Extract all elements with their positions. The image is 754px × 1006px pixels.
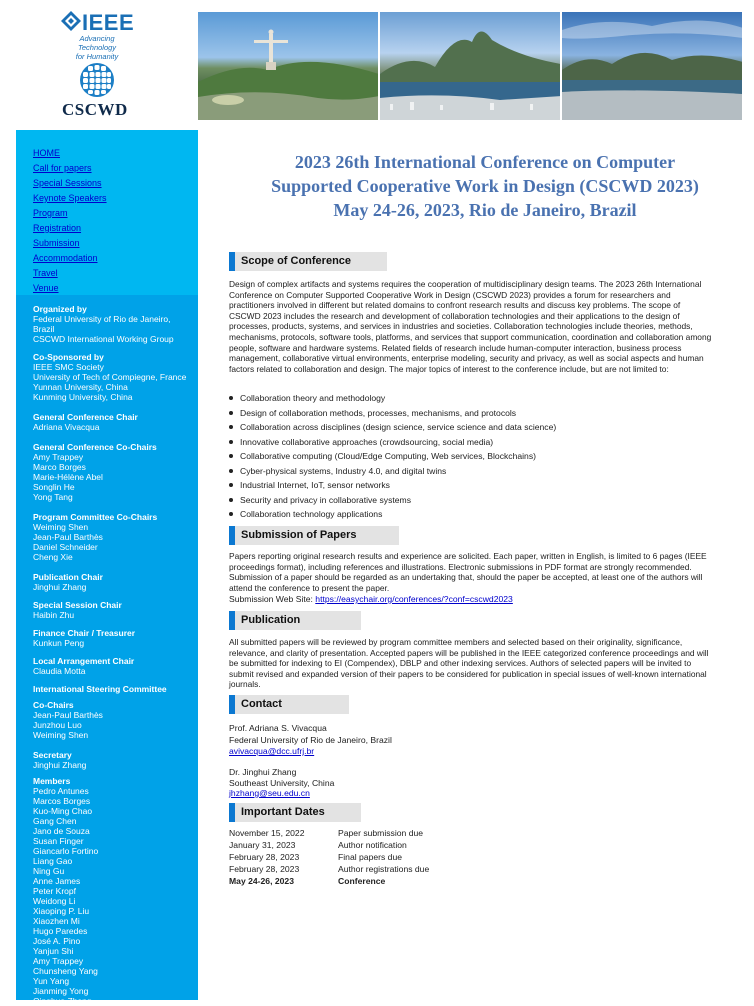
sidebar-group-item: Anne James [33,876,81,886]
ieee-tagline-line: for Humanity [75,52,119,61]
topic-item [229,480,390,490]
sidebar-group-item: Liang Gao [33,856,73,866]
bullet-icon [229,512,233,516]
sidebar-group-item: Amy Trappey [33,956,84,966]
sidebar-group-heading: Publication Chair [33,572,103,582]
topic-item [229,393,385,403]
sidebar-group-heading: Co-Sponsored by [33,352,104,362]
sidebar-group-item: José A. Pino [33,936,81,946]
sidebar-group-item: IEEE SMC Society [33,362,104,372]
contact-org: Federal University of Rio de Janeiro, Brazil [229,735,392,745]
sidebar-group-heading: Secretary [33,750,72,760]
cscwd-logo[interactable] [62,62,138,122]
date-value: January 31, 2023 [229,840,296,850]
sidebar-group-heading: Local Arrangement Chair [33,656,135,666]
nav-registration[interactable]: Registration [33,223,82,233]
sidebar-group-item: Qinghua Zheng [33,996,92,1006]
section-heading-submission: Submission of Papers [229,526,399,545]
sidebar-group-item: Marie-Hélène Abel [33,472,103,482]
sidebar-group-item: Amy Trappey [33,452,84,462]
bullet-icon [229,498,233,502]
sugarloaf-mountain-icon [380,12,560,120]
topic-item [229,495,411,505]
nav-venue[interactable]: Venue [33,283,59,293]
sidebar-group-item: Claudia Motta [33,666,86,676]
date-value: February 28, 2023 [229,852,300,862]
sidebar-group-item: Songlin He [33,482,75,492]
sidebar-group-item: Weiming Shen [33,522,89,532]
banner-photo-rio-bay [562,12,742,120]
topic-text: Cyber-physical systems, Industry 4.0, and digital twins [240,465,447,476]
cscwd-wordmark: CSCWD [62,100,128,119]
banner-photo-sugarloaf [380,12,560,120]
bullet-icon [229,469,233,473]
contact-name: Prof. Adriana S. Vivacqua [229,723,327,733]
ieee-tagline [62,34,132,61]
banner-photo-christ-redeemer [198,12,378,120]
nav-travel[interactable]: Travel [33,268,58,278]
sidebar-group-item: Federal University of Rio de Janeiro, [33,314,171,324]
sidebar-group-heading: Special Session Chair [33,600,122,610]
submission-site-line [229,594,513,604]
sidebar-group-item: Xiaozhen Mi [33,916,80,926]
sidebar-group-item: Chunsheng Yang [33,966,98,976]
contact-name: Dr. Jinghui Zhang [229,767,297,777]
section-heading-publication: Publication [229,611,361,630]
sidebar-group-item: Kuo-Ming Chao [33,806,93,816]
section-heading-contact: Contact [229,695,349,714]
sidebar-group-item: Kunkun Peng [33,638,85,648]
sidebar-group-item: Ning Gu [33,866,65,876]
topic-text: Innovative collaborative approaches (crowdsourcing, social media) [240,436,494,447]
sidebar-group-item: Yanjun Shi [33,946,74,956]
rio-bay-icon [562,12,742,120]
topic-item [229,408,516,418]
section-heading-dates: Important Dates [229,803,361,822]
date-event: Author notification [338,840,407,850]
sidebar-group-heading: Organized by [33,304,87,314]
bullet-icon [229,396,233,400]
sidebar-nav [16,130,198,295]
topic-text: Security and privacy in collaborative systems [240,494,411,505]
sidebar-group-item: Susan Finger [33,836,84,846]
sidebar-group-item: Xiaoping P. Liu [33,906,90,916]
ieee-wordmark: IEEE [82,10,135,35]
scope-paragraph: Design of complex artifacts and systems requires the cooperation of multidisciplinary design teams. The 2023 26th International Conference on Computer Supported Cooperative Work in Design (CSCWD 2023) provides a forum for researchers and practitioners involved in different but related domains to confront research results and discuss key problems. The scope of CSCWD 2023 includes the research and development of collaboration technologies and their applications to the design of processes, products, systems, and services in industries and societies. Collaboration technologies include theories, methods, mechanisms, protocols, software tools, platforms, and services that support communication, coordination and collaboration among people, software and hardware systems. Related fields of research include human-computer interaction, business process management, collaborative virtual environments, enterprise modeling, security and privacy, as well as social aspects and human factors related to collaboration and design. The major topics of interest to the conference include, but are not limited to: [229,279,712,374]
contact-email-link[interactable]: avivacqua@dcc.ufrj.br [229,746,315,756]
sidebar-group-heading: Members [33,776,71,786]
sidebar-group-item: CSCWD International Working Group [33,334,174,344]
sidebar-group-item: Jianming Yong [33,986,89,996]
topic-item [229,437,493,447]
sidebar-group-heading: Program Committee Co-Chairs [33,512,158,522]
sidebar-group-item: Haibin Zhu [33,610,75,620]
sidebar-group-item: Jano de Souza [33,826,90,836]
nav-special-sessions[interactable]: Special Sessions [33,178,102,188]
sidebar-group-item: Jinghui Zhang [33,582,87,592]
sidebar-group-item: Yunnan University, China [33,382,128,392]
bullet-icon [229,483,233,487]
bullet-icon [229,425,233,429]
sidebar-group-item: Pedro Antunes [33,786,89,796]
topic-text: Collaboration across disciplines (design science, service science and data science) [240,422,557,432]
contact-email-link[interactable]: jhzhang@seu.edu.cn [229,788,310,798]
topic-text: Collaboration technology applications [240,509,383,519]
sidebar-group-item: Yun Yang [33,976,70,986]
page-title-line: May 24-26, 2023, Rio de Janeiro, Brazil [333,200,637,220]
sidebar-group-item: Jean-Paul Barthès [33,710,103,720]
page-title-line: 2023 26th International Conference on Computer [294,152,676,172]
date-event: Paper submission due [338,828,424,838]
sidebar-group-item: Gang Chen [33,816,77,826]
nav-submission[interactable]: Submission [33,238,80,248]
bullet-icon [229,411,233,415]
globe-icon [79,62,115,98]
sidebar-group-item: Yong Tang [33,492,73,502]
topic-item [229,509,382,519]
sidebar-group-heading: Finance Chair / Treasurer [33,628,136,638]
topic-text: Collaborative computing (Cloud/Edge Computing, Web services, Blockchains) [240,451,536,461]
sidebar-group-item: Weiming Shen [33,730,89,740]
page-title-line: Supported Cooperative Work in Design (CSCWD 2023) [271,176,699,196]
sidebar-group-heading: International Steering Committee [33,684,167,694]
sidebar-group-heading: General Conference Chair [33,412,138,422]
sidebar-group-heading: Co-Chairs [33,700,74,710]
publication-paragraph: All submitted papers will be reviewed by program committee members and selected based on their originality, significance, relevance, and clarity of presentation. Accepted papers will be published in the IEEE categorized conference proceedings and will be submitted for indexing to EI (Compendex), DBLP and other indexing services. Authors of selected papers will be invited to submit revised and expanded version of their papers to be considered for publication in special issues of well-known international journals. [229,637,709,690]
sidebar-group-item: Brazil [33,324,55,334]
sidebar-group-item: Cheng Xie [33,552,73,562]
date-event: Conference [338,876,386,886]
date-value: May 24-26, 2023 [229,876,294,886]
sidebar-group-item: Marco Borges [33,462,86,472]
nav-accommodation[interactable]: Accommodation [33,253,98,263]
sidebar-group-item: Junzhou Luo [33,720,82,730]
date-value: February 28, 2023 [229,864,300,874]
sidebar [16,130,198,1006]
sidebar-group-item: Marcos Borges [33,796,91,806]
topic-item [229,451,536,461]
topic-text: Industrial Internet, IoT, sensor networks [240,480,390,490]
nav-call-for-papers[interactable]: Call for papers [33,163,92,173]
ieee-tagline-line: Advancing Technology [77,34,117,52]
submission-paragraph: Papers reporting original research results and experience are solicited. Each paper, written in English, is limited to 6 pages (IEEE proceedings format), including references and illustrations. Electronic submissions in PDF format are strongly recommended. Submission of a paper should be regarded as an undertaking that, should the paper be accepted, at least one of the authors will attend the conference to present the paper. [229,551,707,593]
sidebar-group-item: University of Tech of Compiegne, France [33,372,187,382]
sidebar-group-heading: General Conference Co-Chairs [33,442,157,452]
section-heading-scope: Scope of Conference [229,252,387,271]
page-title [229,150,741,222]
bullet-icon [229,440,233,444]
header-banner [198,12,742,120]
date-value: November 15, 2022 [229,828,305,838]
submission-site-link[interactable]: https://easychair.org/conferences/?conf=cscwd2023 [315,594,513,604]
sidebar-group-item: Weidong Li [33,896,76,906]
bullet-icon [229,454,233,458]
date-event: Final papers due [338,852,403,862]
sidebar-group-item: Adriana Vivacqua [33,422,100,432]
topic-text: Design of collaboration methods, processes, mechanisms, and protocols [240,407,517,418]
topic-item [229,466,446,476]
nav-program[interactable]: Program [33,208,68,218]
sidebar-group-item: Peter Kropf [33,886,76,896]
date-event: Author registrations due [338,864,430,874]
sidebar-group-item: Hugo Paredes [33,926,88,936]
sidebar-group-item: Kunming University, China [33,392,133,402]
nav-home[interactable]: HOME [33,148,60,158]
sidebar-group-item: Giancarlo Fortino [33,846,99,856]
contact-org: Southeast University, China [229,778,335,788]
sidebar-group-item: Jean-Paul Barthès [33,532,103,542]
topic-text: Collaboration theory and methodology [240,393,386,403]
ieee-logo[interactable] [60,10,140,61]
sidebar-group-item: Daniel Schneider [33,542,98,552]
header-logos [0,0,198,130]
christ-statue-icon [198,12,378,120]
topic-item [229,422,556,432]
sidebar-group-item: Jinghui Zhang [33,760,87,770]
nav-keynote-speakers[interactable]: Keynote Speakers [33,193,107,203]
ieee-diamond-icon [60,10,82,32]
submission-site-label: Submission Web Site: [229,594,316,604]
